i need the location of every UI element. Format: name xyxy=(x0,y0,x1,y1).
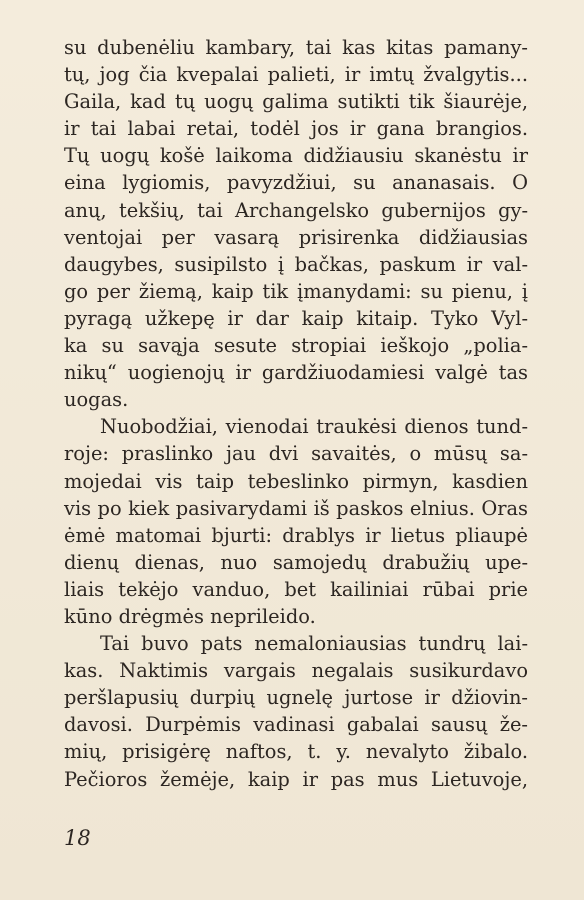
text-line: Tų uogų košė laikoma didžiausiu skanėstu ir xyxy=(64,144,528,168)
text-line: nikų“ uogienojų ir gardžiuodamiesi valgė tas xyxy=(64,361,528,385)
text-line: ka su savąja sesute stropiai ieškojo „polia- xyxy=(64,334,528,358)
page-number: 18 xyxy=(64,826,91,850)
text-line: su dubenėliu kambary, tai kas kitas pamany- xyxy=(64,36,528,59)
text-line: Pečioros žemėje, kaip ir pas mus Lietuvoje, xyxy=(64,767,528,791)
text-line: ventojai per vasarą prisirenka didžiausias xyxy=(64,225,528,249)
text-line: dienų dienas, nuo samojedų drabužių upe- xyxy=(64,550,528,574)
text-line: vis po kiek pasivarydami iš paskos elnius. Oras xyxy=(64,496,528,520)
text-line: davosi. Durpėmis vadinasi gabalai sausų že- xyxy=(64,713,528,737)
body-text xyxy=(64,34,528,793)
text-line: liais tekėjo vanduo, bet kailiniai rūbai prie xyxy=(64,577,528,601)
text-line: kas. Naktimis vargais negalais susikurdavo xyxy=(64,659,528,683)
text-line: go per žiemą, kaip tik įmanydami: su pienu, į xyxy=(64,279,528,303)
text-line: ir tai labai retai, todėl jos ir gana brangios. xyxy=(64,117,528,141)
text-line: Tai buvo pats nemaloniausias tundrų lai- xyxy=(100,632,528,656)
text-line: eina lygiomis, pavyzdžiui, su ananasais. O xyxy=(64,171,528,195)
text-line: mių, prisigėrę naftos, t. y. nevalyto žibalo. xyxy=(64,740,528,764)
text-line: anų, tekšių, tai Archangelsko gubernijos gy- xyxy=(64,198,528,222)
text-line: kūno drėgmės neprileido. xyxy=(64,604,316,628)
text-line: ėmė matomai bjurti: drablys ir lietus pliaupė xyxy=(64,523,528,547)
text-line: daugybes, susipilsto į bačkas, paskum ir val- xyxy=(64,252,528,276)
text-line: tų, jog čia kvepalai palieti, ir imtų žvalgytis... xyxy=(64,63,528,87)
text-line: Gaila, kad tų uogų galima sutikti tik šiaurėje, xyxy=(64,90,528,114)
text-line: uogas. xyxy=(64,388,129,412)
text-line: roje: praslinko jau dvi savaitės, o mūsų sa- xyxy=(64,442,528,466)
text-line: Nuobodžiai, vienodai traukėsi dienos tund- xyxy=(100,415,528,439)
text-line: peršlapusių durpių ugnelę jurtose ir džiovin- xyxy=(64,686,528,710)
text-line: pyragą užkepę ir dar kaip kitaip. Tyko Vyl- xyxy=(64,306,528,330)
text-line: mojedai vis taip tebeslinko pirmyn, kasdien xyxy=(64,469,528,493)
